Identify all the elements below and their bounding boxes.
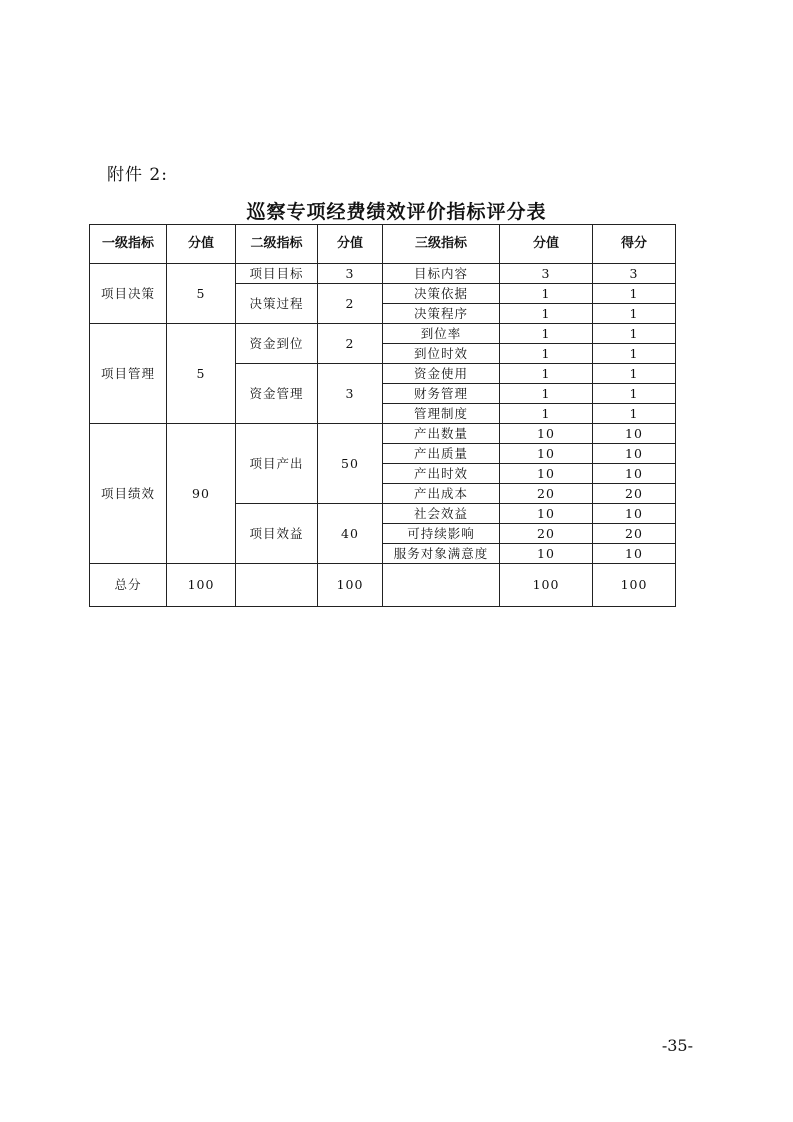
level1-score: 5 <box>167 264 236 324</box>
got-score: 10 <box>593 444 676 464</box>
level3-score: 1 <box>500 344 593 364</box>
level2-score: 50 <box>318 424 383 504</box>
level3-name: 产出成本 <box>383 484 500 504</box>
level2-score: 40 <box>318 504 383 564</box>
level3-name: 目标内容 <box>383 264 500 284</box>
level3-score: 10 <box>500 544 593 564</box>
level2-name: 项目效益 <box>236 504 318 564</box>
level2-score: 3 <box>318 264 383 284</box>
level3-name: 可持续影响 <box>383 524 500 544</box>
got-score: 1 <box>593 324 676 344</box>
level1-name: 项目管理 <box>90 324 167 424</box>
got-score: 1 <box>593 344 676 364</box>
empty-cell <box>383 564 500 607</box>
got-score: 10 <box>593 504 676 524</box>
got-score: 10 <box>593 424 676 444</box>
level2-name: 项目产出 <box>236 424 318 504</box>
level3-score: 1 <box>500 384 593 404</box>
level3-score: 1 <box>500 304 593 324</box>
got-score: 20 <box>593 484 676 504</box>
level3-score: 1 <box>500 324 593 344</box>
level3-name: 服务对象满意度 <box>383 544 500 564</box>
got-score: 1 <box>593 404 676 424</box>
score-table <box>89 224 676 607</box>
header-level3: 三级指标 <box>383 225 500 264</box>
got-score: 1 <box>593 384 676 404</box>
level3-score: 10 <box>500 464 593 484</box>
level1-score: 5 <box>167 324 236 424</box>
header-level1-score: 分值 <box>167 225 236 264</box>
level3-score: 20 <box>500 484 593 504</box>
header-level2: 二级指标 <box>236 225 318 264</box>
header-level2-score: 分值 <box>318 225 383 264</box>
page-number: -35- <box>661 1036 693 1055</box>
table-row <box>90 264 676 284</box>
level1-name: 项目绩效 <box>90 424 167 564</box>
attachment-label: 附件 2: <box>107 165 168 185</box>
level3-name: 管理制度 <box>383 404 500 424</box>
level3-name: 到位率 <box>383 324 500 344</box>
level2-score: 2 <box>318 284 383 324</box>
level3-score: 1 <box>500 364 593 384</box>
header-level3-score: 分值 <box>500 225 593 264</box>
total-got-score: 100 <box>593 564 676 607</box>
total-level1-score: 100 <box>167 564 236 607</box>
level3-name: 产出数量 <box>383 424 500 444</box>
level2-score: 2 <box>318 324 383 364</box>
level3-score: 20 <box>500 524 593 544</box>
level3-score: 10 <box>500 444 593 464</box>
level3-name: 资金使用 <box>383 364 500 384</box>
level3-name: 社会效益 <box>383 504 500 524</box>
total-level3-score: 100 <box>500 564 593 607</box>
level3-name: 产出质量 <box>383 444 500 464</box>
table-row <box>90 324 676 344</box>
header-row <box>90 225 676 264</box>
got-score: 1 <box>593 304 676 324</box>
level3-score: 3 <box>500 264 593 284</box>
got-score: 10 <box>593 544 676 564</box>
got-score: 1 <box>593 364 676 384</box>
got-score: 20 <box>593 524 676 544</box>
level3-score: 10 <box>500 504 593 524</box>
got-score: 3 <box>593 264 676 284</box>
level3-name: 财务管理 <box>383 384 500 404</box>
header-got-score: 得分 <box>593 225 676 264</box>
level2-name: 资金到位 <box>236 324 318 364</box>
level1-name: 项目决策 <box>90 264 167 324</box>
level2-name: 资金管理 <box>236 364 318 424</box>
level3-score: 1 <box>500 284 593 304</box>
total-level2-score: 100 <box>318 564 383 607</box>
level1-score: 90 <box>167 424 236 564</box>
page-title: 巡察专项经费绩效评价指标评分表 <box>246 201 547 223</box>
level2-name: 项目目标 <box>236 264 318 284</box>
total-row <box>90 564 676 607</box>
empty-cell <box>236 564 318 607</box>
table-row <box>90 424 676 444</box>
level3-name: 产出时效 <box>383 464 500 484</box>
level3-name: 决策依据 <box>383 284 500 304</box>
level3-name: 决策程序 <box>383 304 500 324</box>
level3-score: 10 <box>500 424 593 444</box>
level3-name: 到位时效 <box>383 344 500 364</box>
got-score: 10 <box>593 464 676 484</box>
level2-name: 决策过程 <box>236 284 318 324</box>
header-level1: 一级指标 <box>90 225 167 264</box>
got-score: 1 <box>593 284 676 304</box>
total-label: 总分 <box>90 564 167 607</box>
level2-score: 3 <box>318 364 383 424</box>
level3-score: 1 <box>500 404 593 424</box>
